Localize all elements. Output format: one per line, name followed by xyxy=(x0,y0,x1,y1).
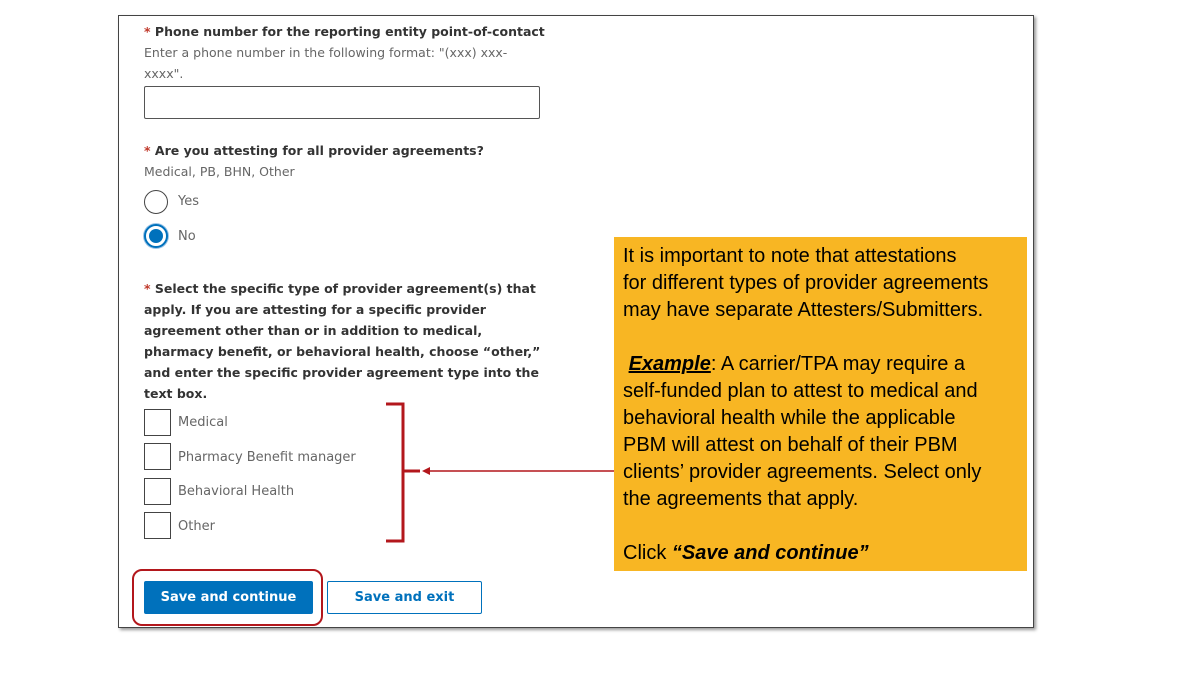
checkbox-pharmacy-label[interactable]: Pharmacy Benefit manager xyxy=(178,450,356,465)
agreement-types-label xyxy=(144,278,540,404)
phone-hint-line: Enter a phone number in the following format: "(xxx) xxx- xyxy=(144,45,508,60)
click-target-text: “Save and continue” xyxy=(671,542,869,564)
phone-label-text: Phone number for the reporting entity point-of-contact xyxy=(154,24,545,39)
phone-label xyxy=(144,21,545,42)
instruction-callout xyxy=(614,237,1027,571)
required-marker: * xyxy=(144,281,151,296)
callout-line: may have separate Attesters/Submitters. xyxy=(623,299,984,321)
callout-line: the agreements that apply. xyxy=(623,488,859,510)
callout-text: Click xyxy=(623,542,672,564)
callout-text: : A carrier/TPA may require a xyxy=(710,353,965,375)
attesting-all-label xyxy=(144,140,484,161)
checkbox-other-label[interactable]: Other xyxy=(178,519,215,534)
checkbox-medical[interactable] xyxy=(144,409,171,436)
radio-no-label[interactable]: No xyxy=(178,229,196,244)
callout-line: for different types of provider agreements xyxy=(623,272,989,294)
callout-line: It is important to note that attestations xyxy=(623,245,957,267)
label-line: apply. If you are attesting for a specific provider xyxy=(144,302,486,317)
radio-yes-label[interactable]: Yes xyxy=(178,194,199,209)
save-and-continue-button[interactable]: Save and continue xyxy=(144,581,313,614)
phone-hint-line: xxxx". xyxy=(144,66,184,81)
checkbox-behavioral-health[interactable] xyxy=(144,478,171,505)
callout-click-line xyxy=(623,540,1018,567)
required-marker: * xyxy=(144,24,151,39)
attesting-all-label-text: Are you attesting for all provider agreements? xyxy=(154,143,484,158)
example-label: Example xyxy=(628,353,711,375)
label-line: and enter the specific provider agreement type into the xyxy=(144,365,539,380)
save-and-exit-button[interactable]: Save and exit xyxy=(327,581,482,614)
arrow-head-icon xyxy=(422,467,430,475)
radio-no[interactable] xyxy=(144,224,168,248)
bracket-arrow-annotation xyxy=(380,395,620,545)
checkbox-medical-label[interactable]: Medical xyxy=(178,415,228,430)
required-marker: * xyxy=(144,143,151,158)
checkbox-behavioral-label[interactable]: Behavioral Health xyxy=(178,484,295,499)
label-line: pharmacy benefit, or behavioral health, choose “other,” xyxy=(144,344,541,359)
radio-yes[interactable] xyxy=(144,190,168,214)
phone-input[interactable] xyxy=(144,86,540,119)
attesting-all-hint: Medical, PB, BHN, Other xyxy=(144,164,295,179)
label-line: agreement other than or in addition to medical, xyxy=(144,323,483,338)
callout-example-line xyxy=(623,351,1018,378)
callout-line: self-funded plan to attest to medical and xyxy=(623,380,978,402)
label-line: text box. xyxy=(144,386,208,401)
callout-line: behavioral health while the applicable xyxy=(623,407,956,429)
callout-line: clients’ provider agreements. Select only xyxy=(623,461,982,483)
checkbox-pharmacy-benefit-manager[interactable] xyxy=(144,443,171,470)
callout-line: PBM will attest on behalf of their PBM xyxy=(623,434,958,456)
bracket xyxy=(386,404,403,541)
phone-hint xyxy=(144,42,507,84)
label-line: Select the specific type of provider agreement(s) that xyxy=(154,281,536,296)
checkbox-other[interactable] xyxy=(144,512,171,539)
